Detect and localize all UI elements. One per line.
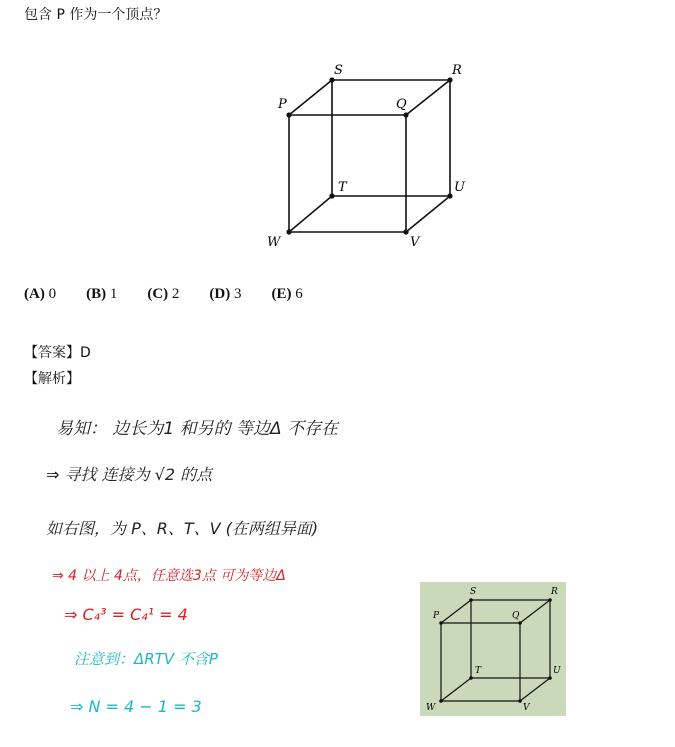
label-p: P xyxy=(278,97,287,112)
label-v: V xyxy=(410,235,420,250)
small-label-u: U xyxy=(553,666,561,676)
note-line-7: ⇒ N = 4 − 1 = 3 xyxy=(70,697,202,716)
vertex-u xyxy=(447,193,452,198)
choice-a: (A) 0 xyxy=(24,286,57,302)
edge-vu xyxy=(406,196,450,232)
vertex-w xyxy=(286,229,291,234)
answer-line xyxy=(24,342,91,362)
label-q: Q xyxy=(396,97,407,112)
note-line-3: 如右图，为 P、R、T、V (在两组异面) xyxy=(46,519,319,538)
small-label-r: R xyxy=(551,587,558,597)
analysis-label: 【解析】 xyxy=(24,371,80,387)
vertex-t xyxy=(329,193,334,198)
question-text: 包含 P 作为一个顶点？ xyxy=(24,7,168,23)
note-line-1: 易知： 边长为1 和另的 等边Δ 不存在 xyxy=(56,419,339,439)
vertex-p xyxy=(286,112,291,117)
choice-b: (B) 1 xyxy=(86,286,118,302)
note-line-5: ⇒ C₄³ = C₄¹ = 4 xyxy=(64,605,188,624)
edge-ps xyxy=(289,80,332,115)
note-line-2: ⇒ 寻找 连接为 √2 的点 xyxy=(46,465,213,484)
small-label-q: Q xyxy=(512,611,520,621)
answer-label: 【答案】 xyxy=(24,345,80,361)
small-label-t: T xyxy=(475,666,482,676)
vertex-r xyxy=(447,77,452,82)
small-cube-figure xyxy=(420,582,566,716)
label-t: T xyxy=(338,180,347,195)
choice-d: (D) 3 xyxy=(209,286,242,302)
answer-value: D xyxy=(80,345,91,361)
small-label-w: W xyxy=(426,703,436,713)
note-line-4: ⇒ 4 以上 4点，任意选3点 可为等边Δ xyxy=(52,568,286,584)
vertex-s xyxy=(329,77,334,82)
handwritten-notes xyxy=(0,398,675,747)
small-label-s: S xyxy=(470,587,477,597)
small-cube-svg xyxy=(420,582,566,716)
label-r: R xyxy=(452,63,462,78)
choice-c: (C) 2 xyxy=(147,286,180,302)
small-label-v: V xyxy=(523,703,530,713)
label-s: S xyxy=(334,63,343,78)
answer-choices xyxy=(24,286,333,303)
label-w: W xyxy=(267,235,281,250)
label-u: U xyxy=(454,180,465,195)
small-label-p: P xyxy=(433,611,440,621)
note-line-6: 注意到：ΔRTV 不含P xyxy=(74,650,218,668)
edge-wt xyxy=(289,196,332,232)
vertex-q xyxy=(403,112,408,117)
vertex-v xyxy=(403,229,408,234)
choice-e: (E) 6 xyxy=(271,286,303,302)
cube-figure xyxy=(250,55,480,255)
edge-qr xyxy=(406,80,450,115)
